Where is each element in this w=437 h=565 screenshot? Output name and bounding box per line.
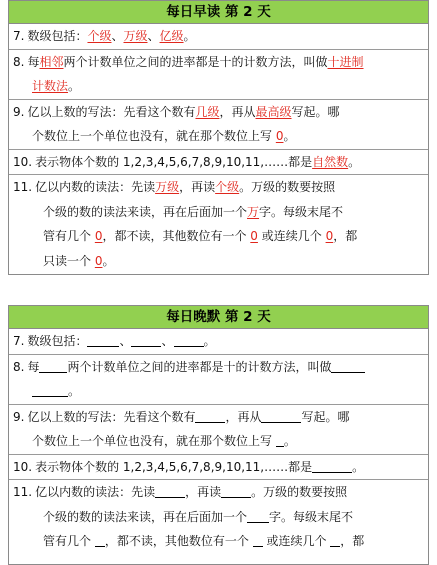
answer-blank[interactable] xyxy=(195,409,225,423)
evening-item-9: 9. 亿以上数的写法：先看这个数有 ，再从 写起。哪 个数位上一个单位也没有，就在那个数位上写 。 xyxy=(9,405,428,455)
answer-blank[interactable] xyxy=(261,409,301,423)
item-number: 10. xyxy=(13,154,33,169)
answer-blank[interactable] xyxy=(312,459,352,473)
evening-item-7: 7. 数级包括： 、 、 。 xyxy=(9,329,428,355)
answer-blank[interactable] xyxy=(253,533,263,547)
answer-blank[interactable] xyxy=(95,533,105,547)
evening-item-8: 8. 每 两个计数单位之间的进率都是十的计数方法，叫做 。 xyxy=(9,355,428,405)
morning-item-7: 7. 数级包括：个级、万级、亿级。 xyxy=(9,24,428,50)
answer: 计数法 xyxy=(32,79,69,93)
answer: 0 xyxy=(250,229,258,243)
morning-reading-card xyxy=(8,0,429,275)
answer-blank[interactable] xyxy=(221,484,251,498)
answer: 万级 xyxy=(123,29,148,43)
morning-item-9: 9. 亿以上数的写法：先看这个数有几级，再从最高级写起。哪 个数位上一个单位也没有，就在那个数位上写 0。 xyxy=(9,100,428,150)
answer-blank[interactable] xyxy=(39,359,67,373)
answer: 最高级 xyxy=(255,104,292,119)
item-number: 7. xyxy=(13,334,25,348)
answer: 个级 xyxy=(215,180,240,194)
answer: 万级 xyxy=(155,180,180,194)
morning-title: 每日早读 第 2 天 xyxy=(9,1,428,24)
answer-blank[interactable] xyxy=(174,333,204,347)
item-number: 9. xyxy=(13,409,25,424)
evening-item-11: 11. 亿以内数的读法：先读 ，再读 。万级的数要按照 个级的数的读法来读，再在后面加一个 字。每级末尾不 管有几个 ，都不读，其他数位有一个 或连续几个 ，都 xyxy=(13,485,365,548)
answer: 0 xyxy=(94,253,103,268)
item-number: 7. xyxy=(13,29,25,43)
answer-blank[interactable] xyxy=(87,333,119,347)
answer-blank[interactable] xyxy=(247,509,269,523)
answer-blank[interactable] xyxy=(276,433,284,447)
answer: 相邻 xyxy=(39,54,64,69)
morning-item-11: 11. 亿以内数的读法：先读万级，再读个级。万级的数要按照 个级的数的读法来读，再在后面加一个万字。每级末尾不 管有几个 0，都不读，其他数位有一个 0 或连续几个 0，都 只读一个 0。 xyxy=(13,180,358,268)
morning-item-10: 10. 表示物体个数的 1,2,3,4,5,6,7,8,9,10,11,……都是自然数。 xyxy=(9,150,428,176)
morning-item-8: 8. 每相邻两个计数单位之间的进率都是十的计数方法，叫做十进制 计数法。 xyxy=(9,50,428,100)
answer: 个级 xyxy=(87,29,112,43)
item-number: 10. xyxy=(13,459,33,474)
item-number: 11. xyxy=(13,485,33,499)
item-number: 8. xyxy=(13,359,25,374)
answer-blank[interactable] xyxy=(131,333,161,347)
answer: 0 xyxy=(325,229,334,243)
answer: 万 xyxy=(247,204,260,219)
item-number: 9. xyxy=(13,104,25,119)
answer: 亿级 xyxy=(159,29,184,43)
answer-blank[interactable] xyxy=(330,533,340,547)
answer: 自然数 xyxy=(312,154,349,169)
evening-title: 每日晚默 第 2 天 xyxy=(9,306,428,329)
evening-item-10: 10. 表示物体个数的 1,2,3,4,5,6,7,8,9,10,11,……都是 。 xyxy=(9,455,428,481)
answer-blank[interactable] xyxy=(32,383,68,397)
answer: 十进制 xyxy=(327,54,364,69)
item-number: 11. xyxy=(13,180,33,194)
evening-dictation-card xyxy=(8,305,429,565)
answer-blank[interactable] xyxy=(331,359,365,373)
answer: 0 xyxy=(275,129,284,143)
answer-blank[interactable] xyxy=(155,484,185,498)
item-number: 8. xyxy=(13,54,25,69)
answer: 几级 xyxy=(195,104,220,119)
answer: 0 xyxy=(94,229,103,243)
